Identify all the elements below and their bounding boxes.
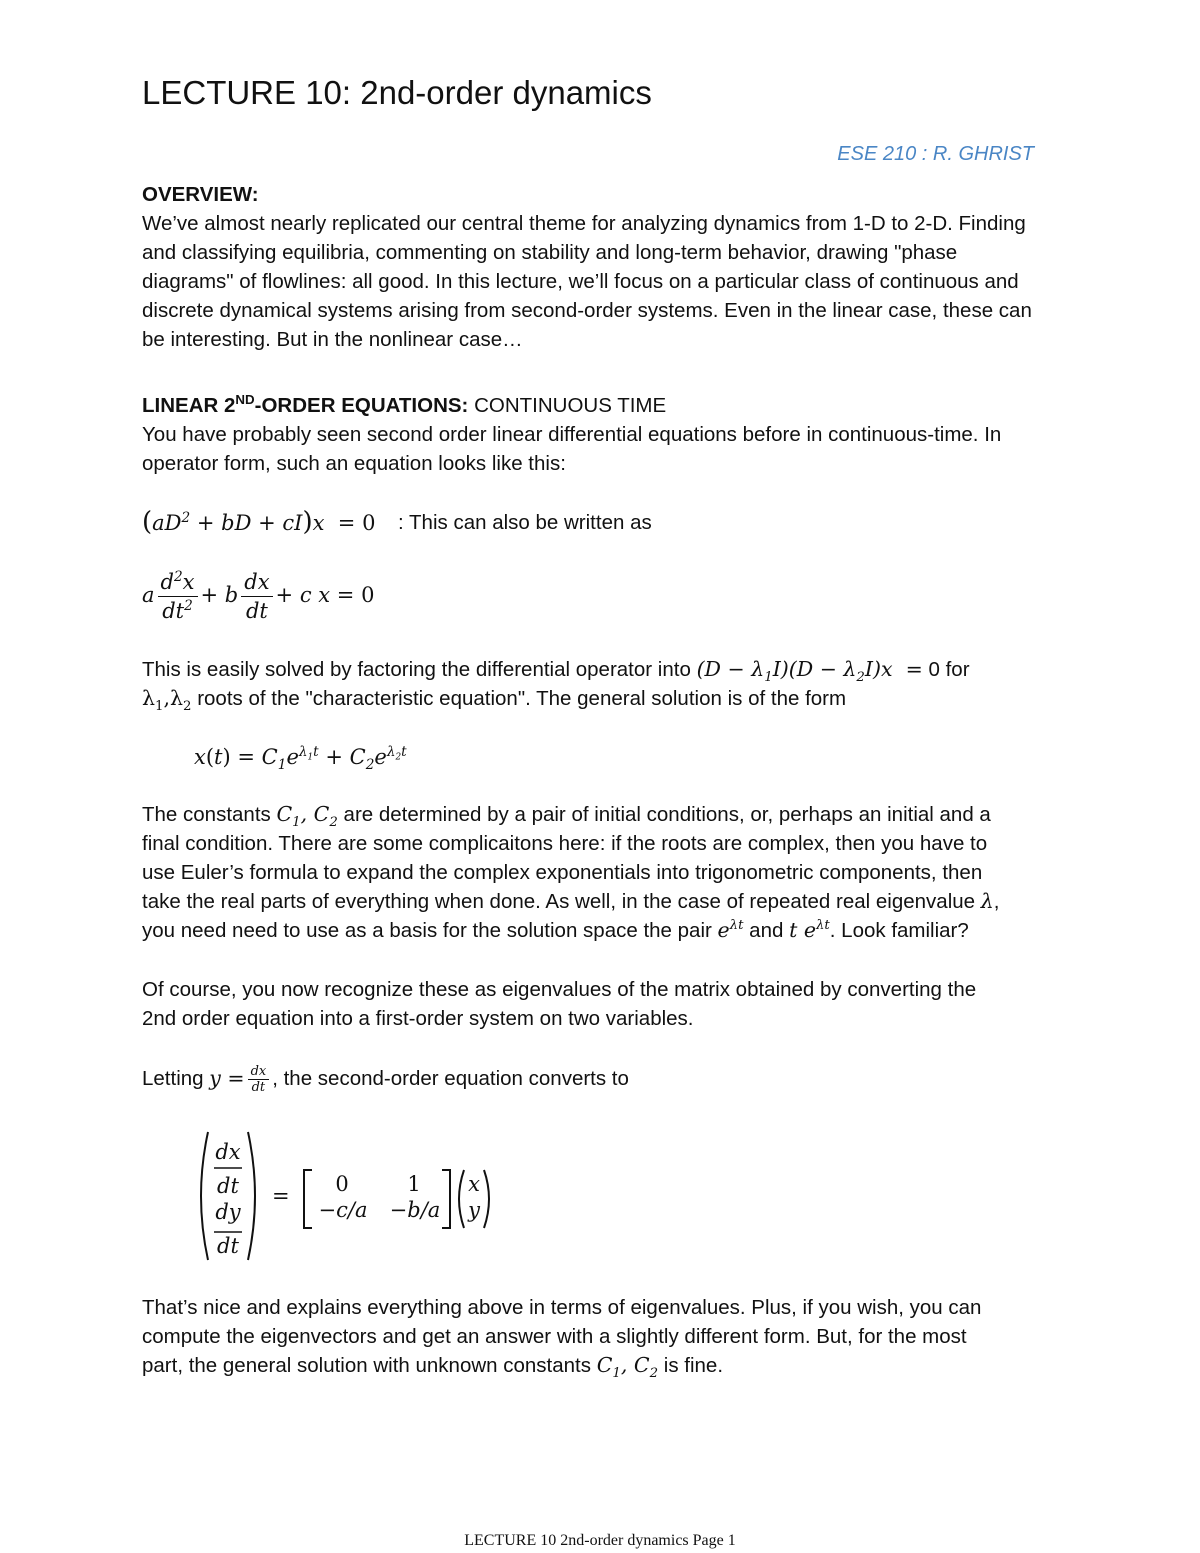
coefficient-matrix: 0 1 −c/a −b/a	[302, 1168, 452, 1230]
operator-equation-note: : This can also be written as	[398, 511, 652, 534]
intro-line: You have probably seen second order linear differential equations before in continuous-time. In	[142, 423, 1002, 446]
state-vector: x y	[454, 1168, 494, 1230]
section-intro	[142, 391, 1102, 478]
overview-line: be interesting. But in the nonlinear case…	[142, 328, 523, 351]
overview-line: discrete dynamical systems arising from second-order systems. Even in the linear case, these can	[142, 299, 1032, 322]
operator-equation: ($aD^2$ + bD + cI)x = 0	[142, 507, 376, 537]
overview-heading: OVERVIEW:	[142, 183, 259, 206]
overview-line: diagrams" of flowlines: all good. In this lecture, we’ll focus on a particular class of continuous and	[142, 270, 1019, 293]
overview-section	[142, 180, 1102, 354]
system-vector: dx dt dy dt	[192, 1128, 264, 1264]
overview-line: We’ve almost nearly replicated our central theme for analyzing dynamics from 1-D to 2-D. Finding	[142, 212, 1026, 235]
constants-line: you need need to use as a basis for the solution space the pair $e^{\lambda t}$ and t $e^{\lambda t}$. Look familiar?	[142, 918, 969, 942]
roots-line: $\lambda_1,\lambda_2$ roots of the "characteristic equation". The general solution is of the form	[142, 686, 847, 715]
final-line: compute the eigenvectors and get an answer with a slightly different form. But, for the most	[142, 1325, 967, 1348]
general-solution-equation: $x(t) = C_1e^{\lambda_1t} + C_2e^{\lambda_2t}$	[194, 744, 407, 774]
overview-line: and classifying equilibria, commenting on stability and long-term behavior, drawing "phase	[142, 241, 958, 264]
constants-paragraph	[142, 800, 1102, 945]
constants-line: use Euler’s formula to expand the complex exponentials into trigonometric components, then	[142, 861, 983, 884]
final-line: That’s nice and explains everything above in terms of eigenvalues. Plus, if you wish, you can	[142, 1296, 982, 1319]
constants-line: final condition. There are some complicaitons here: if the roots are complex, then you have to	[142, 832, 988, 855]
page-title: LECTURE 10: 2nd-order dynamics	[142, 74, 652, 111]
author-line: ESE 210 : R. GHRIST	[837, 143, 1034, 165]
recognize-paragraph	[142, 975, 1102, 1033]
letting-line: Letting y = $\frac{dx}{dt}$ , the second-order equation converts to	[142, 1064, 629, 1096]
constants-line: take the real parts of everything when done. As well, in the case of repeated real eigenvalue λ,	[142, 889, 1000, 913]
final-paragraph	[142, 1293, 1102, 1380]
intro-line: operator form, such an equation looks like this:	[142, 452, 566, 475]
factoring-paragraph	[142, 655, 1102, 713]
ode-equation: a $\frac{d^2x}{dt^2}$ + b $\frac{dx}{dt}$ + c x = 0	[142, 569, 375, 623]
recognize-line: Of course, you now recognize these as eigenvalues of the matrix obtained by converting the	[142, 978, 977, 1001]
document-page: LECTURE 10: 2nd-order dynamics ESE 210 : R. GHRIST OVERVIEW: We’ve almost nearly replicated our central theme for analyzing dynamics from 1-D to 2-D. Finding and classifying equilibria, commenting on stability and long-term behavior, drawing "phase diagrams" of flowlines: all good. In this lecture, we’ll focus on a particular class of continuous and discrete dynamical systems arising from second-order systems. Even in the linear case, these can be interesting. But in the nonlinear case… LINEAR 2ND-ORDER EQUATIONS: CONTINUOUS TIME You have probably seen second order linear differential equations before in continuous-time. In operator form, such an equation looks like this: ($aD^2$ + bD + cI)x = 0 : This can also be written as a $\frac{d^2x}{dt^2}$ + b $\frac{dx}{dt}$ + c x = 0 This is easily solved by factoring the differential operator into $(D - \lambda_1I)(D - \lambda_2I)x = 0$ for $\lambda_1,\lambda_2$ roots of the "characteristic equation". The general solution is of the form $x(t) = C_1e^{\lambda_1t} + C_2e^{\lambda_2t}$ The constants $C_1$, $C_2$ are determined by a pair of initial conditions, or, perhaps an initial and a final condition. There are some complicaitons here: if the roots are complex, then you have to use Euler’s formula to expand the complex exponentials into trigonometric components, then take the real parts of everything when done. As well, in the case of repeated real eigenvalue λ, you need need to use as a basis for the solution space the pair $e^{\lambda t}$ and t $e^{\lambda t}$. Look familiar? Of course, you now recognize these as eigenvalues of the matrix obtained by converting the 2nd order equation into a first-order system on two variables. Letting y = $\frac{dx}{dt}$ , the second-order equation converts to dx dt dy dt = 0 1 −c/a −b/a x y That’s nice and explains everything above in terms of eigenvalues. Plus, if you wish, you can compute the eigenvectors and get an answer with a slightly different form. But, for the most part, the general solution with unknown constants $C_1$, $C_2$ is fine. LECTURE 10 2nd-order dynamics Page 1	[0, 0, 1200, 1553]
section-heading: LINEAR 2ND-ORDER EQUATIONS: CONTINUOUS TIME	[142, 392, 667, 417]
page-footer: LECTURE 10 2nd-order dynamics Page 1	[464, 1532, 736, 1549]
factoring-line: This is easily solved by factoring the differential operator into $(D - \lambda_1I)(D - \lambda_2I)x = 0$ for	[142, 657, 970, 686]
final-line: part, the general solution with unknown constants $C_1$, $C_2$ is fine.	[142, 1353, 724, 1382]
constants-line: The constants $C_1$, $C_2$ are determined by a pair of initial conditions, or, perhaps an initial and a	[142, 802, 991, 831]
recognize-line: 2nd order equation into a first-order system on two variables.	[142, 1007, 694, 1030]
